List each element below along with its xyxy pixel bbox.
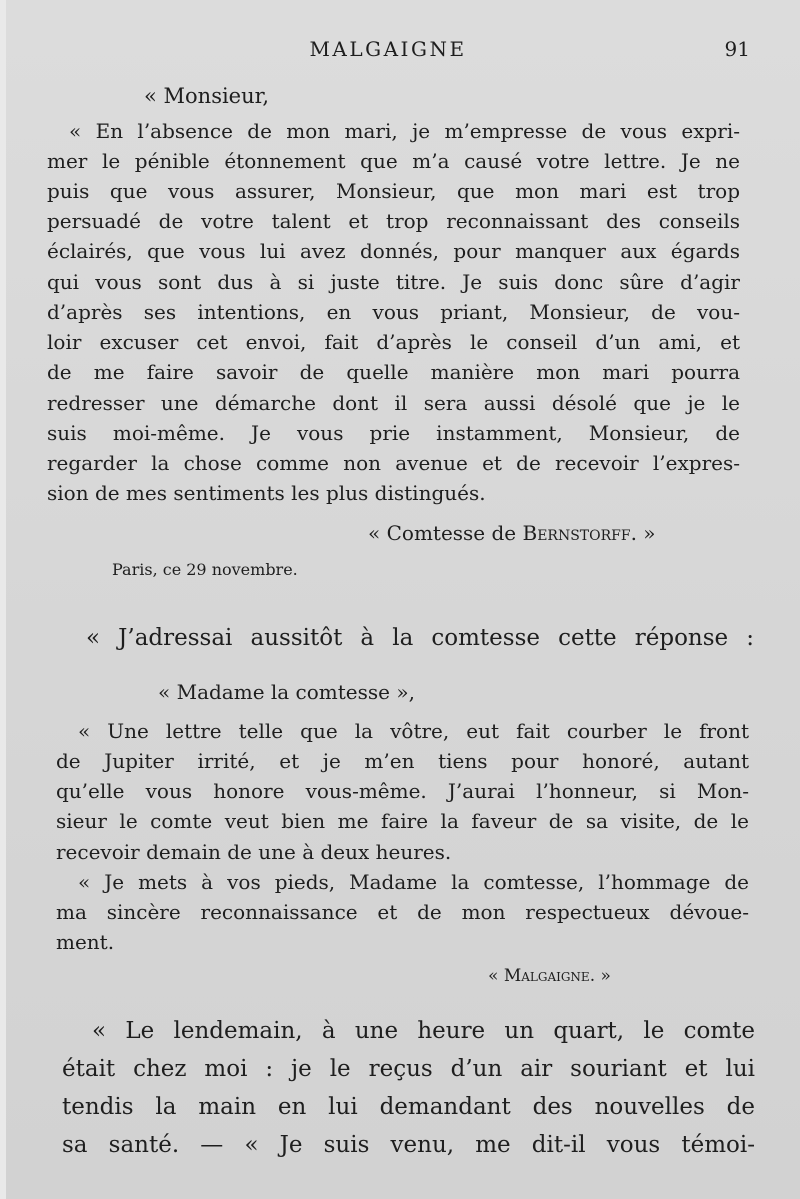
letter-line: puis que vous assurer, Monsieur, que mon mari est trop (47, 179, 740, 203)
letter-salutation: « Madame la comtesse », (158, 680, 415, 704)
narrative-line: « Le lendemain, à une heure un quart, le comte (92, 1018, 755, 1044)
letter-line: sion de mes sentiments les plus distingués. (47, 481, 486, 505)
signature-suffix: . » (589, 966, 611, 986)
letter-line: d’après ses intentions, en vous priant, Monsieur, de vou- (47, 300, 740, 324)
signature-name: Malgaigne (503, 966, 590, 986)
running-head (0, 35, 800, 65)
letter-line: redresser une démarche dont il sera aussi désolé que je le (47, 391, 740, 415)
letter-line: persuadé de votre talent et trop reconnaissant des conseils (47, 209, 740, 233)
letter-date: Paris, ce 29 novembre. (112, 560, 298, 579)
narrative-line: était chez moi : je le reçus d’un air souriant et lui (62, 1056, 755, 1082)
letter-line: « Une lettre telle que la vôtre, eut fait courber le front (78, 719, 749, 743)
signature-name: Bernstorff (522, 521, 631, 545)
letter-line: recevoir demain de une à deux heures. (56, 840, 452, 864)
narrative-line: tendis la main en lui demandant des nouvelles de (62, 1094, 755, 1120)
letter-line: mer le pénible étonnement que m’a causé votre lettre. Je ne (47, 149, 740, 173)
letter-line: ma sincère reconnaissance et de mon respectueux dévoue- (56, 900, 749, 924)
letter-line: ment. (56, 930, 115, 954)
letter-line: regarder la chose comme non avenue et de recevoir l’expres- (47, 451, 740, 475)
page-number: 91 (724, 37, 750, 61)
letter-line: de me faire savoir de quelle manière mon mari pourra (47, 360, 740, 384)
signature-prefix: « (488, 966, 504, 986)
signature-prefix: « Comtesse de (368, 521, 523, 545)
letter-signature (368, 521, 656, 545)
letter-line: éclairés, que vous lui avez donnés, pour manquer aux égards (47, 239, 740, 263)
letter-line: qu’elle vous honore vous-même. J’aurai l’honneur, si Mon- (56, 779, 749, 803)
running-title: MALGAIGNE (309, 37, 467, 61)
letter-line: de Jupiter irrité, et je m’en tiens pour honoré, autant (56, 749, 749, 773)
letter-line: suis moi-même. Je vous prie instamment, Monsieur, de (47, 421, 740, 445)
letter-signature (488, 966, 611, 986)
letter-line: sieur le comte veut bien me faire la faveur de sa visite, de le (56, 809, 749, 833)
letter-line: qui vous sont dus à si juste titre. Je suis donc sûre d’agir (47, 270, 740, 294)
narrative-paragraph: « J’adressai aussitôt à la comtesse cette réponse : (86, 625, 754, 651)
letter-salutation: « Monsieur, (144, 84, 270, 108)
signature-suffix: . » (630, 521, 656, 545)
letter-line: loir excuser cet envoi, fait d’après le conseil d’un ami, et (47, 330, 740, 354)
letter-line: « En l’absence de mon mari, je m’empresse de vous expri- (69, 119, 740, 143)
narrative-line: sa santé. — « Je suis venu, me dit-il vous témoi- (62, 1132, 755, 1158)
letter-line: « Je mets à vos pieds, Madame la comtesse, l’hommage de (78, 870, 749, 894)
